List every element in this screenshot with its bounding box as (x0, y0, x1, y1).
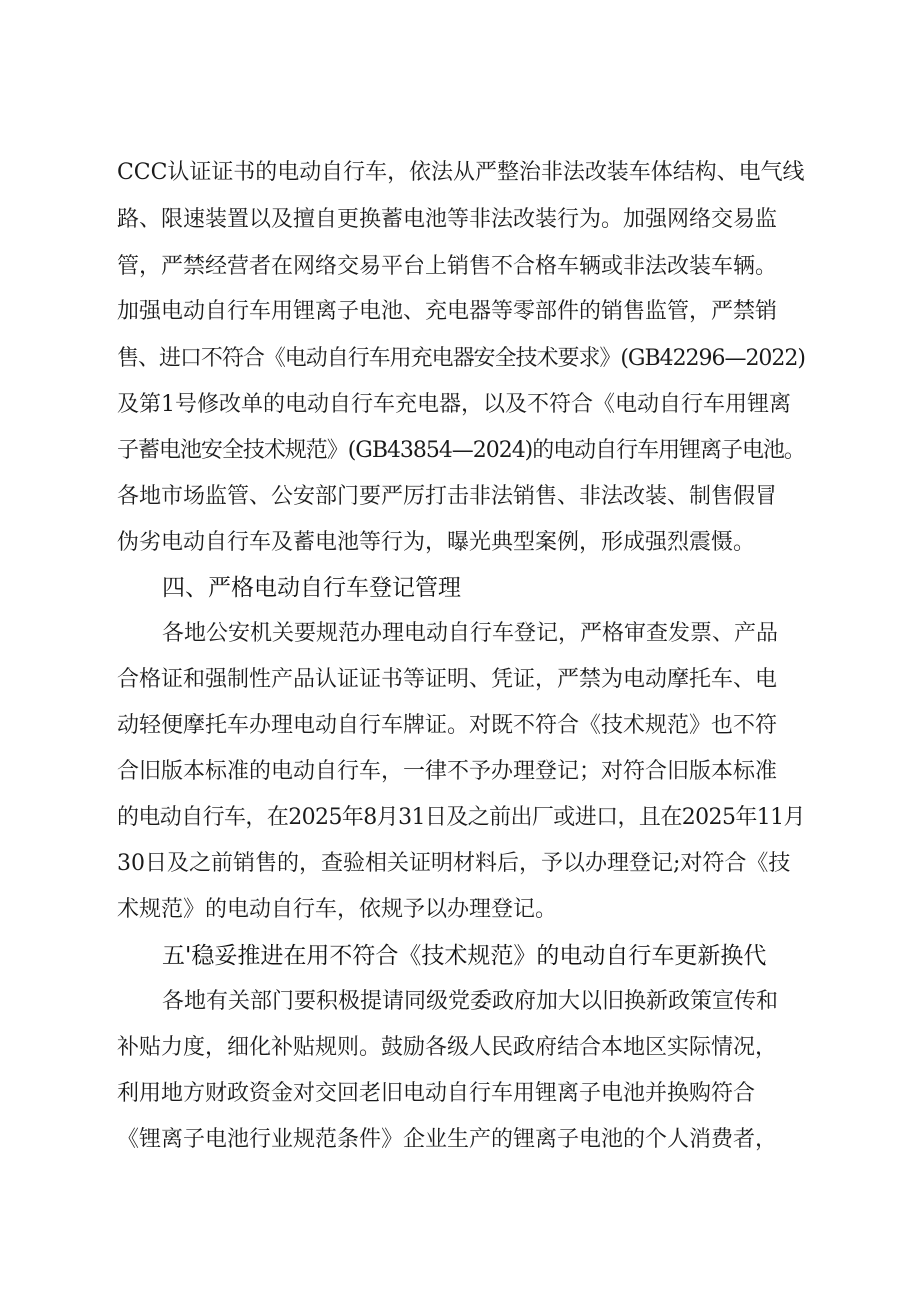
body-line: 术规范》的电动自行车，依规予以办理登记。 (117, 897, 558, 922)
body-line: 及第1号修改单的电动自行车充电器，以及不符合《电动自行车用锂离 (117, 392, 791, 417)
body-line: 子蓄电池安全技术规范》(GB43854—2024)的电动自行车用锂离子电池。 (117, 438, 805, 463)
body-line: 售、进口不符合《电动自行车用充电器安全技术要求》(GB42296—2022) (117, 346, 805, 371)
body-line: 各地市场监管、公安部门要严厉打击非法销售、非法改装、制售假冒 (117, 484, 778, 509)
body-line: 合旧版本标准的电动自行车，一律不予办理登记；对符合旧版本标准 (117, 759, 778, 784)
section-heading: 四、严格电动自行车登记管理 (162, 575, 461, 601)
body-line: 合格证和强制性产品认证证书等证明、凭证，严禁为电动摩托车、电 (117, 667, 778, 692)
body-line: CCC认证证书的电动自行车，依法从严整治非法改装车体结构、电气线 (117, 160, 805, 185)
body-line: 各地公安机关要规范办理电动自行车登记，严格审查发票、产品 (162, 621, 779, 646)
body-line: 管，严禁经营者在网络交易平台上销售不合格车辆或非法改装车辆。 (117, 254, 778, 279)
body-line: 补贴力度，细化补贴规则。鼓励各级人民政府结合本地区实际情况， (117, 1035, 778, 1060)
body-line: 的电动自行车，在2025年8月31日及之前出厂或进口，且在2025年11月 (117, 805, 805, 830)
body-line: 利用地方财政资金对交回老旧电动自行车用锂离子电池并换购符合 (117, 1081, 756, 1106)
body-line: 伪劣电动自行车及蓄电池等行为，曝光典型案例，形成强烈震慑。 (117, 530, 756, 555)
section-heading: 五'稳妥推进在用不符合《技术规范》的电动自行车更新换代 (162, 943, 767, 969)
body-line: 各地有关部门要积极提请同级党委政府加大以旧换新政策宣传和 (162, 989, 779, 1014)
body-line: 30日及之前销售的，查验相关证明材料后，予以办理登记;对符合《技 (117, 851, 791, 876)
body-line: 《锂离子电池行业规范条件》企业生产的锂离子电池的个人消费者， (117, 1127, 778, 1152)
body-line: 加强电动自行车用锂离子电池、充电器等零部件的销售监管，严禁销 (117, 299, 778, 324)
body-line: 动轻便摩托车办理电动自行车牌证。对既不符合《技术规范》也不符 (117, 713, 778, 738)
body-line: 路、限速装置以及擅自更换蓄电池等非法改装行为。加强网络交易监 (117, 207, 778, 232)
